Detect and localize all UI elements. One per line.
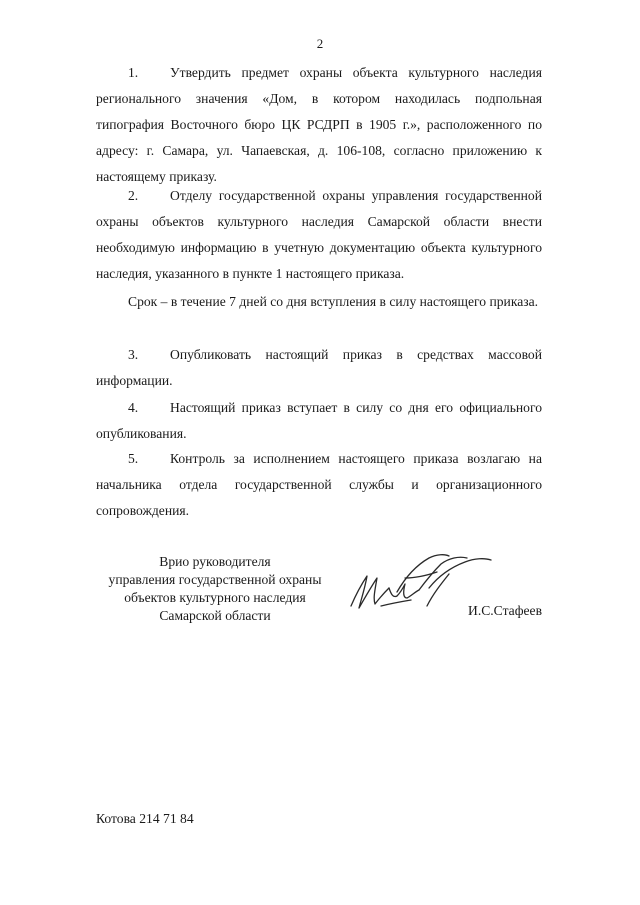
paragraph-4 [96,395,542,447]
paragraph-text: Настоящий приказ вступает в силу со дня его официального опубликования. [96,400,542,441]
paragraph-5 [96,446,542,524]
signatory-title-line: Самарской области [159,608,271,623]
paragraph-text: Утвердить предмет охраны объекта культурного наследия регионального значения «Дом, в котором находилась подпольная типография Восточного бюро ЦК РСДРП в 1905 г.», расположенного по адресу: г. Самара, ул. Чапаевская, д. 106-108, согласно приложению к настоящему приказу. [96,65,542,184]
paragraph-text: Контроль за исполнением настоящего приказа возлагаю на начальника отдела государственной службы и организационного сопровождения. [96,451,542,518]
signatory-title-line: управления государственной охраны [108,572,322,587]
paragraph-deadline [96,289,542,315]
signatory-title-line: объектов культурного наследия [124,590,306,605]
paragraph-number: 5. [128,451,139,466]
paragraph-number: 2. [128,188,139,203]
footer-contact: Котова 214 71 84 [96,811,194,826]
page-number: 2 [316,36,324,51]
paragraph-2 [96,183,542,287]
paragraph-number: 4. [128,400,139,415]
paragraph-number: 1. [128,65,139,80]
paragraph-text: Отделу государственной охраны управления государственной охраны объектов культурного наследия Самарской области внести необходимую информацию в учетную документацию объекта культурного наследия, указанного в пункте 1 настоящего приказа. [96,188,542,281]
paragraph-3 [96,342,542,394]
signatory-title-line: Врио руководителя [159,554,271,569]
signatory-title-block [92,553,338,625]
paragraph-text: Опубликовать настоящий приказ в средствах массовой информации. [96,347,542,388]
paragraph-number: 3. [128,347,139,362]
paragraph-text: Срок – в течение 7 дней со дня вступления в силу настоящего приказа. [128,294,539,309]
signer-name: И.С.Стафеев [468,603,543,618]
paragraph-1 [96,60,542,190]
